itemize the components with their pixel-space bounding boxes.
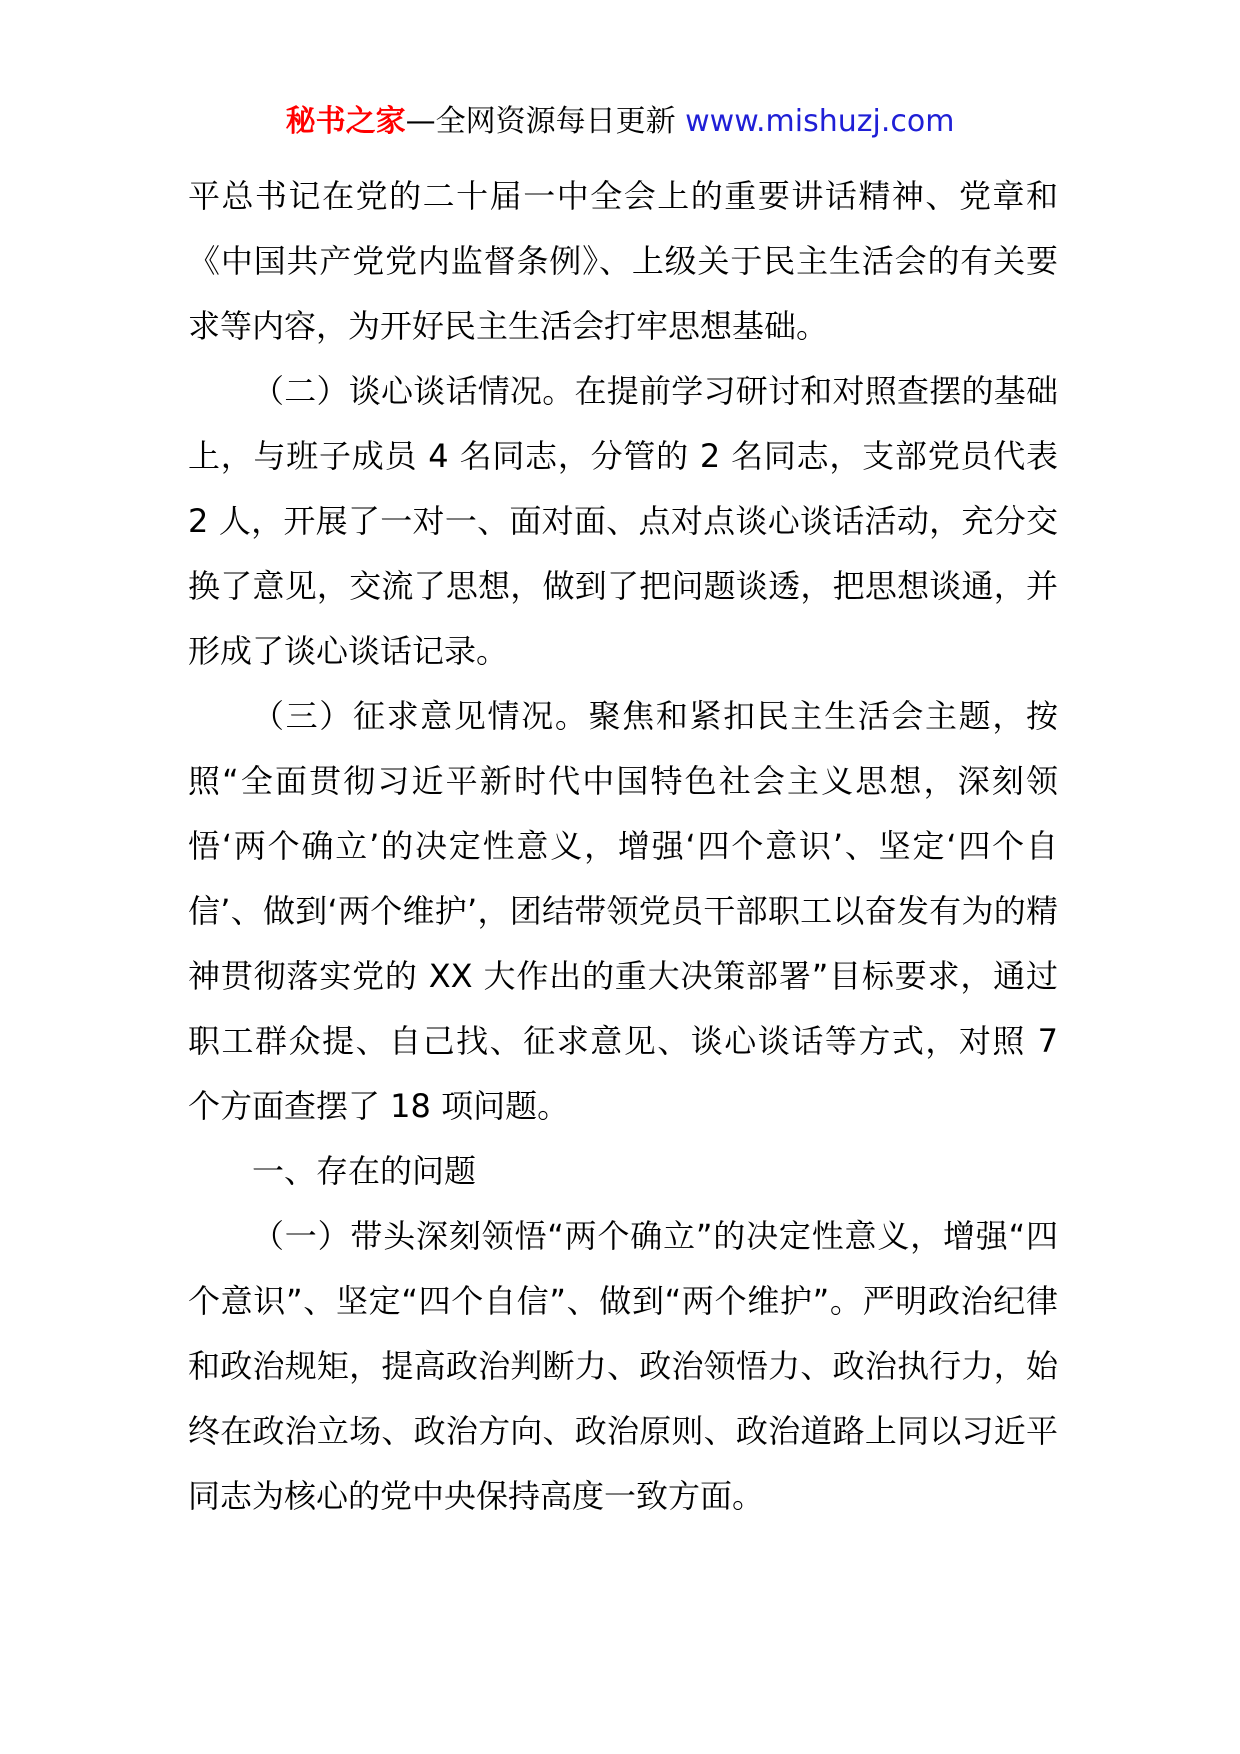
website-link[interactable]: www.mishuzj.com — [685, 104, 955, 139]
paragraph-problem-one: （一）带头深刻领悟“两个确立”的决定性意义，增强“四个意识”、坚定“四个自信”、做到“两个维护”。严明政治纪律和政治规矩，提高政治判断力、政治领悟力、政治执行力，始终在政治立场、政治方向、政治原则、政治道路上同以习近平同志为核心的党中央保持高度一致方面。 — [188, 1217, 1058, 1515]
page-header — [0, 100, 1240, 144]
document-body — [188, 164, 1058, 1529]
paragraph-continuation: 平总书记在党的二十届一中全会上的重要讲话精神、党章和《中国共产党党内监督条例》、上级关于民主生活会的有关要求等内容，为开好民主生活会打牢思想基础。 — [188, 177, 1058, 345]
brand-name: 秘书之家 — [285, 104, 406, 139]
paragraph-opinion-solicitation: （三）征求意见情况。聚焦和紧扣民主生活会主题，按照“全面贯彻习近平新时代中国特色社会主义思想，深刻领悟‘两个确立’的决定性意义，增强‘四个意识’、坚定‘四个自信’、做到‘两个维护’，团结带领党员干部职工以奋发有为的精神贯彻落实党的 XX 大作出的重大决策部署”目标要求，通过职工群众提、自己找、征求意见、谈心谈话等方式，对照 7 个方面查摆了 18 项问题。 — [188, 697, 1058, 1125]
paragraph-talk-situation: （二）谈心谈话情况。在提前学习研讨和对照查摆的基础上，与班子成员 4 名同志，分管的 2 名同志，支部党员代表 2 人，开展了一对一、面对面、点对点谈心谈话活动，充分交换了意见，交流了思想，做到了把问题谈透，把思想谈通，并形成了谈心谈话记录。 — [188, 372, 1058, 670]
header-tagline: —全网资源每日更新 — [405, 104, 686, 139]
section-heading-problems: 一、存在的问题 — [252, 1152, 477, 1190]
